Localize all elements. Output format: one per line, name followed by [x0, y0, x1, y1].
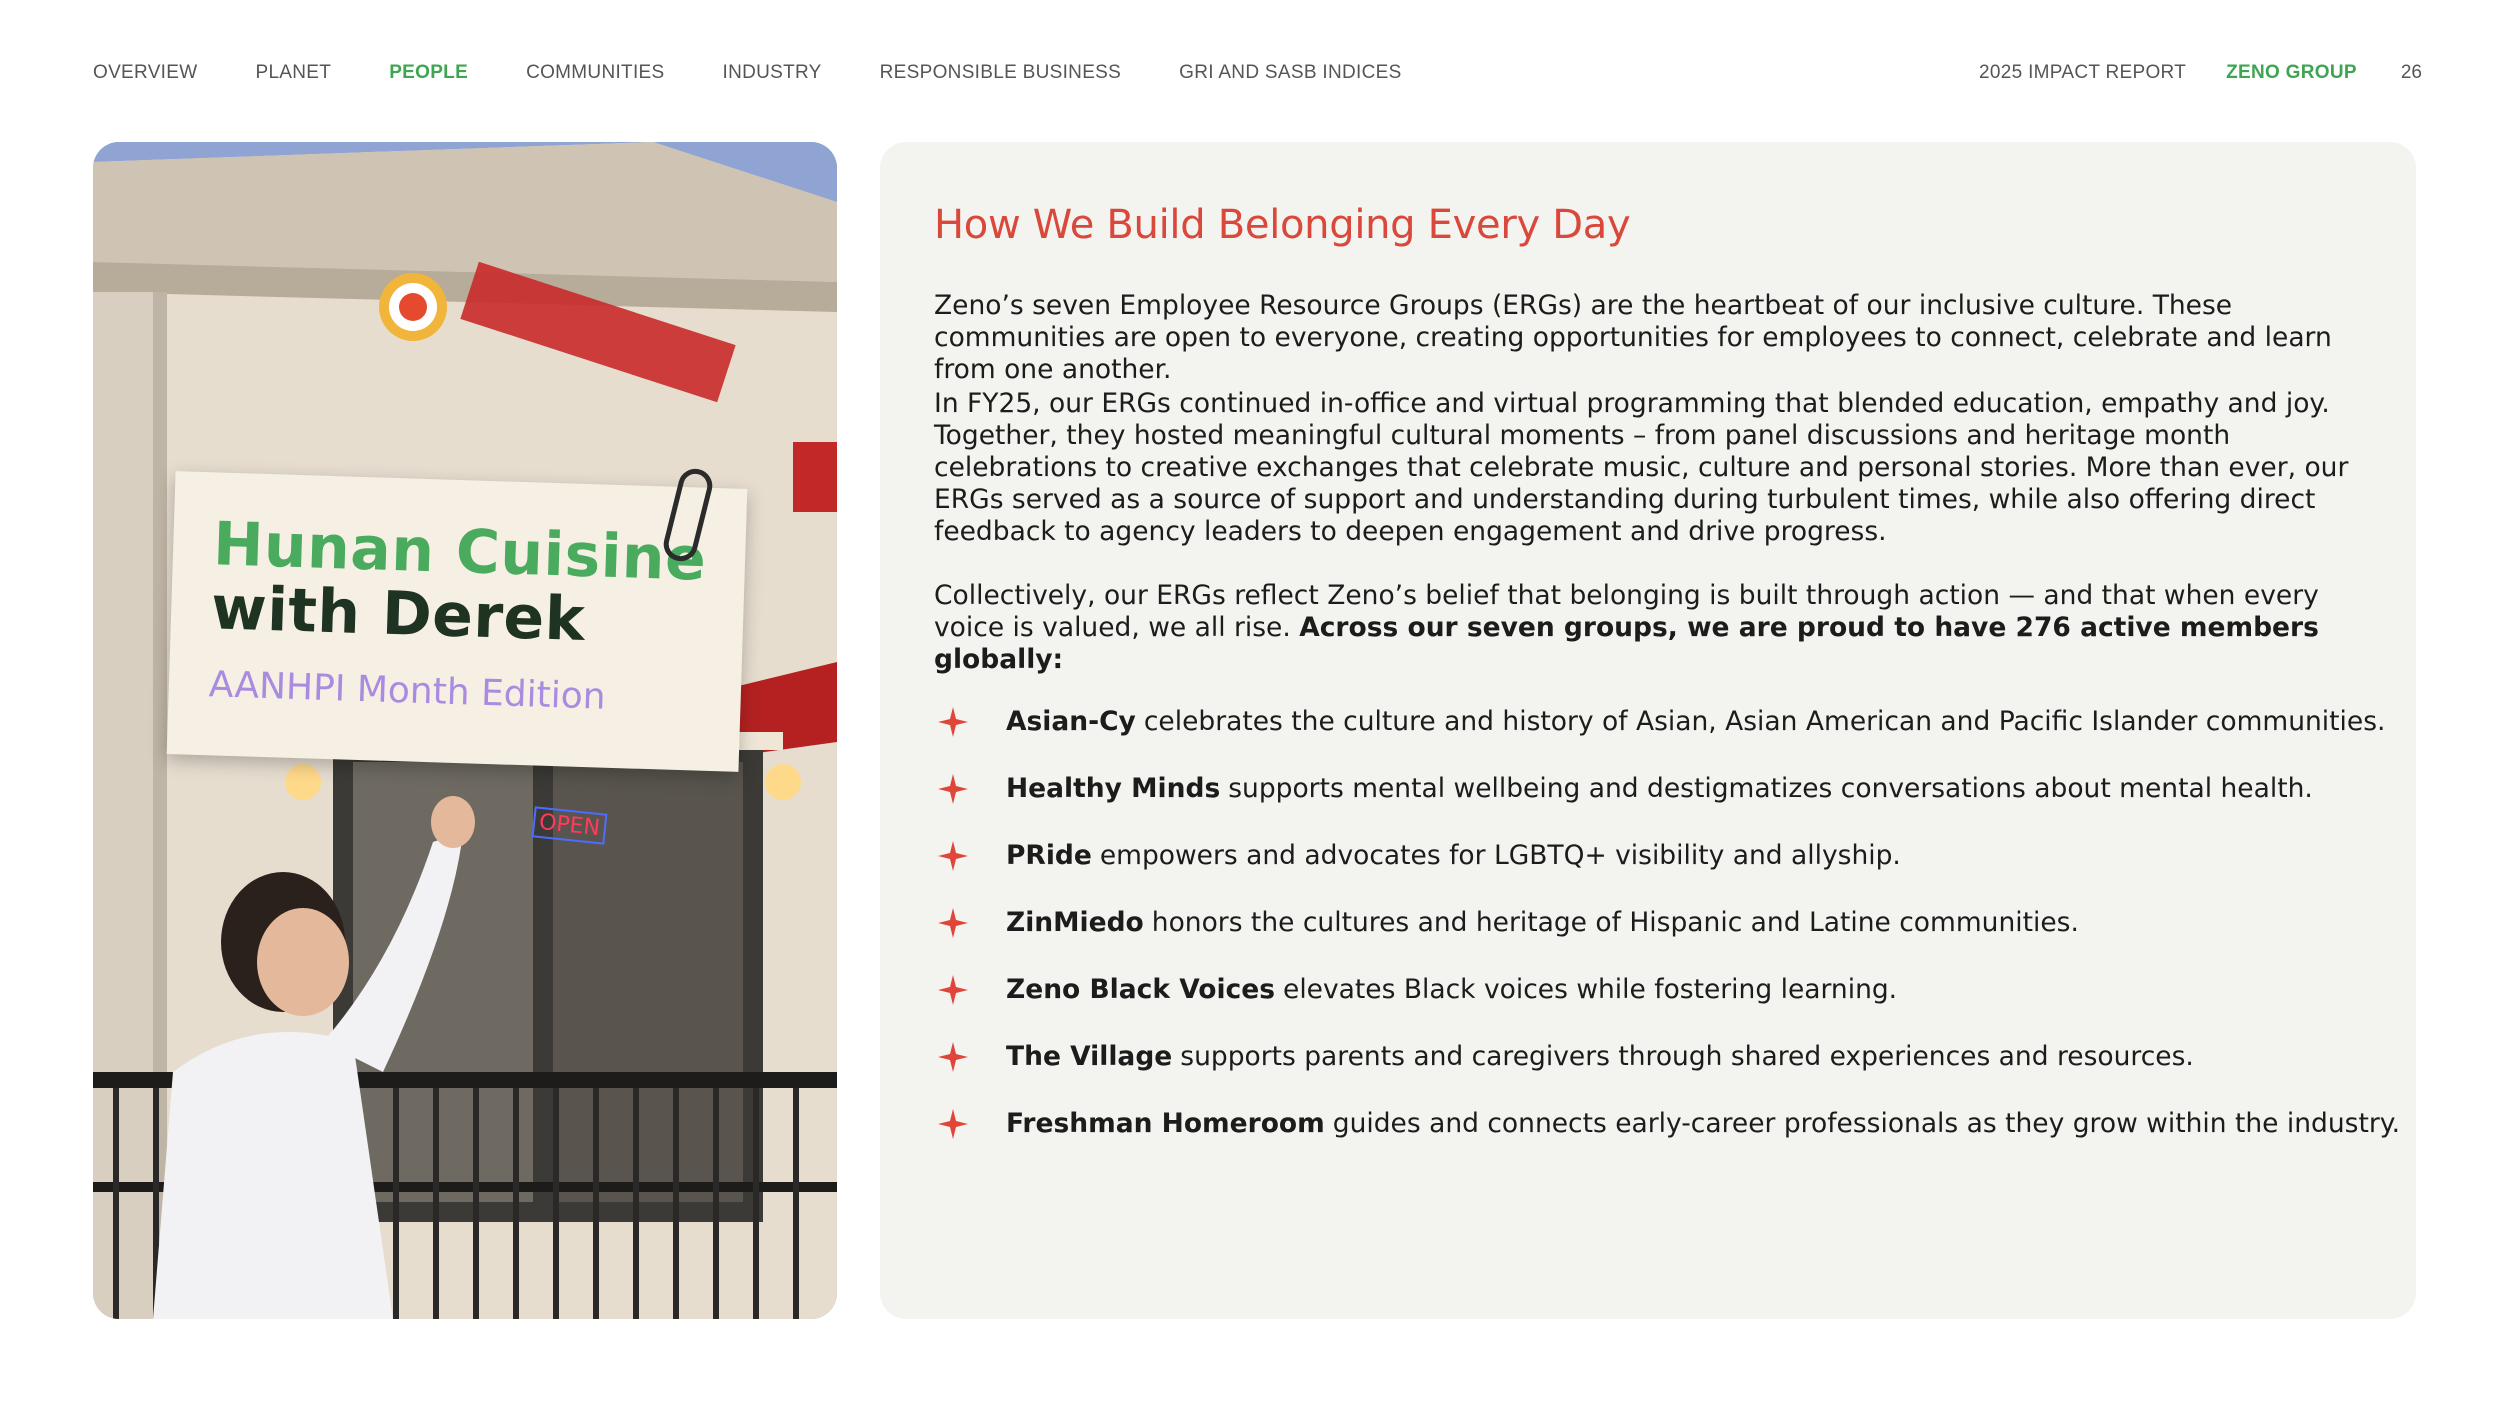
- sparkle-icon: [938, 841, 968, 871]
- sparkle-icon: [938, 1042, 968, 1072]
- sparkle-icon: [938, 774, 968, 804]
- report-label: 2025 IMPACT REPORT: [1979, 62, 2187, 83]
- sparkle-icon: [938, 908, 968, 938]
- erg-description: elevates Black voices while fostering learning.: [1283, 974, 1898, 1005]
- erg-description: celebrates the culture and history of Asian, Asian American and Pacific Islander communities.: [1143, 706, 2386, 737]
- erg-description: honors the cultures and heritage of Hispanic and Latine communities.: [1151, 907, 2079, 938]
- erg-name: The Village: [1006, 1041, 1173, 1072]
- list-item: [934, 755, 2394, 822]
- nav-item-planet[interactable]: PLANET: [255, 62, 332, 83]
- report-meta: [1979, 62, 2422, 84]
- list-item: [934, 1090, 2401, 1157]
- sparkle-icon: [938, 707, 968, 737]
- list-item: [934, 688, 2394, 755]
- erg-description: supports parents and caregivers through shared experiences and resources.: [1180, 1041, 2194, 1072]
- erg-description: empowers and advocates for LGBTQ+ visibility and allyship.: [1099, 840, 1901, 871]
- nav-item-gri-sasb-indices[interactable]: GRI AND SASB INDICES: [1179, 62, 1402, 83]
- belonging-lead: Collectively, our ERGs reflect Zeno’s belief that belonging is built through action — and that when every voice is valued, we all rise.: [934, 580, 2319, 643]
- section-nav: [93, 62, 1460, 84]
- sparkle-icon: [938, 1109, 968, 1139]
- erg-description: guides and connects early-career professionals as they grow within the industry.: [1332, 1108, 2401, 1139]
- erg-list: [934, 688, 2401, 1157]
- list-item: [934, 822, 2394, 889]
- nav-item-industry[interactable]: INDUSTRY: [722, 62, 822, 83]
- list-item: [934, 889, 2394, 956]
- event-subtitle: AANHPI Month Edition: [208, 664, 607, 718]
- belonging-paragraph: [934, 580, 2394, 676]
- nav-item-communities[interactable]: COMMUNITIES: [526, 62, 665, 83]
- erg-description: supports mental wellbeing and destigmatizes conversations about mental health.: [1228, 773, 2313, 804]
- open-sign: OPEN: [532, 806, 608, 844]
- intro-paragraph: Zeno’s seven Employee Resource Groups (ERGs) are the heartbeat of our inclusive culture. These communities are open to everyone, creating opportunities for employees to connect, celebrate and learn from one another.: [934, 290, 2332, 385]
- list-item: [934, 1023, 2394, 1090]
- erg-name: PRide: [1006, 840, 1092, 871]
- erg-name: Zeno Black Voices: [1006, 974, 1276, 1005]
- page-number: 26: [2400, 62, 2422, 83]
- section-title: How We Build Belonging Every Day: [934, 202, 1631, 248]
- nav-item-responsible-business[interactable]: RESPONSIBLE BUSINESS: [879, 62, 1122, 83]
- sparkle-icon: [938, 975, 968, 1005]
- content-panel: [880, 142, 2416, 1319]
- erg-name: Healthy Minds: [1006, 773, 1221, 804]
- erg-name: ZinMiedo: [1006, 907, 1144, 938]
- programming-paragraph: In FY25, our ERGs continued in-office and virtual programming that blended education, empathy and joy. Together, they hosted meaningful cultural moments – from panel discussions and heritage month celebrations to creative exchanges that celebrate music, culture and personal stories. More than ever, our ERGs served as a source of support and understanding during turbulent times, while also offering direct feedback to agency leaders to deepen engagement and drive progress.: [934, 388, 2349, 547]
- event-title-card: [167, 471, 748, 772]
- brand-label: ZENO GROUP: [2226, 62, 2357, 83]
- list-item: [934, 956, 2394, 1023]
- belonging-highlight: Across our seven groups, we are proud to have 276 active members globally:: [934, 612, 2319, 675]
- nav-item-overview[interactable]: OVERVIEW: [93, 62, 198, 83]
- top-nav: [93, 58, 2422, 88]
- erg-name: Asian-Cy: [1006, 706, 1136, 737]
- erg-name: Freshman Homeroom: [1006, 1108, 1325, 1139]
- nav-item-people[interactable]: PEOPLE: [389, 62, 469, 83]
- event-title-line2: with Derek: [210, 573, 587, 656]
- event-photo: [93, 142, 837, 1319]
- event-title-line1: Hunan Cuisine: [212, 509, 708, 595]
